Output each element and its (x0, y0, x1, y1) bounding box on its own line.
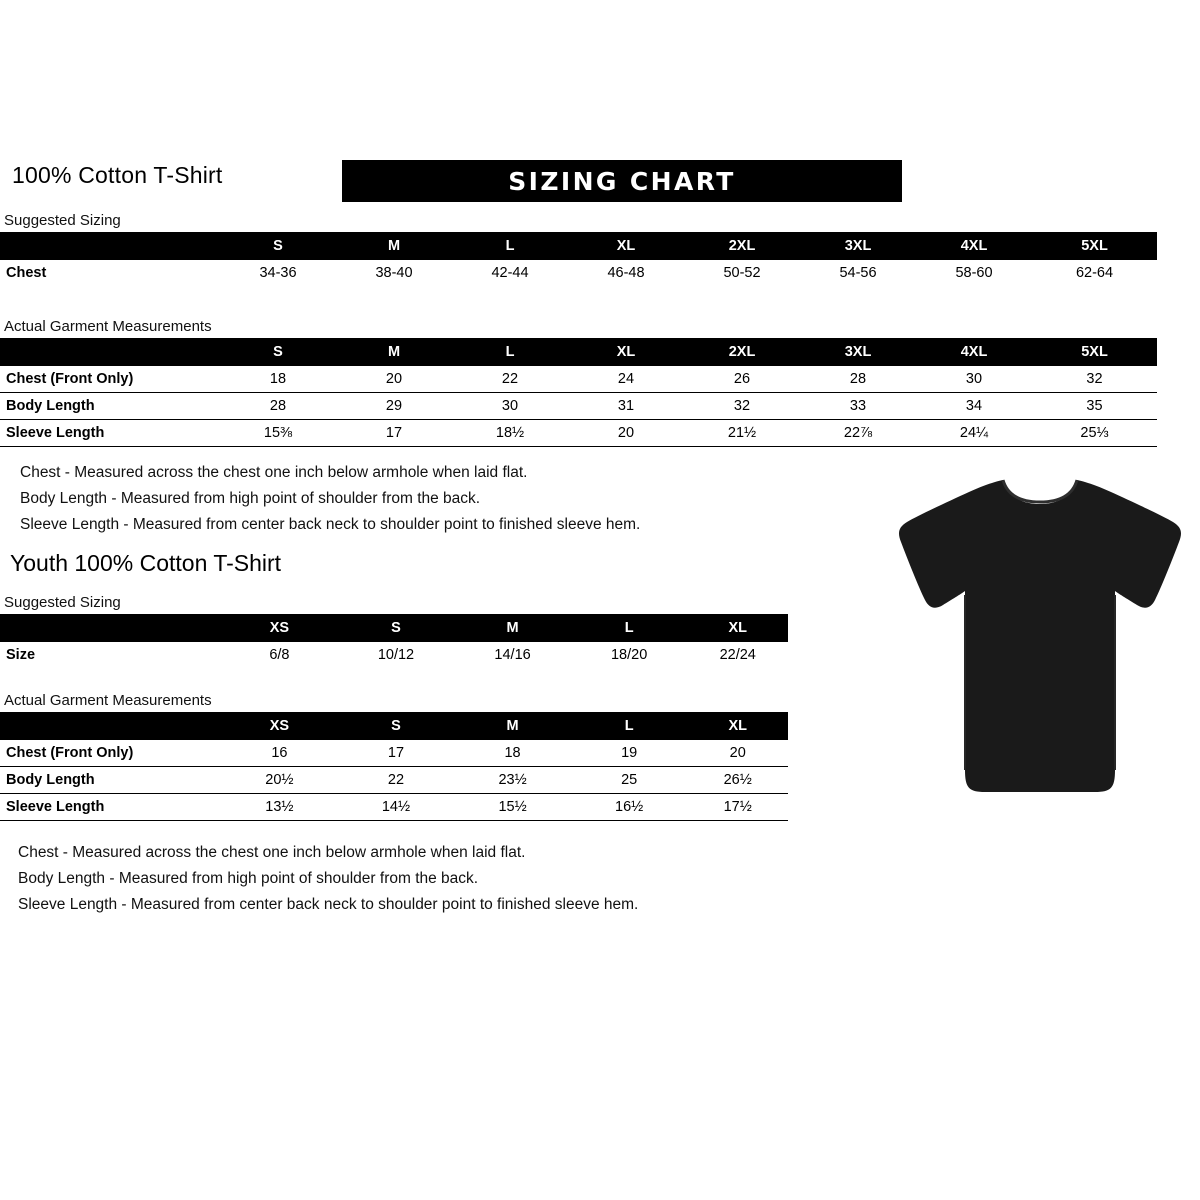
data-cell: 26½ (687, 767, 788, 794)
header-cell: XL (728, 620, 747, 636)
sizing-chart-banner (342, 160, 902, 202)
header-cell: M (387, 238, 401, 254)
adult-suggested-table (0, 232, 1157, 286)
row-label: Sleeve Length (0, 420, 220, 447)
data-cell: 18 (454, 740, 571, 767)
header-cell: M (387, 344, 401, 360)
data-cell: 28 (220, 393, 336, 420)
data-cell: 23½ (454, 767, 571, 794)
youth-suggested-label: Suggested Sizing (4, 594, 121, 611)
data-cell: 6/8 (269, 647, 290, 663)
data-cell: 18 (220, 366, 336, 393)
note-line: Chest - Measured across the chest one inch below armhole when laid flat. (20, 464, 528, 481)
data-cell: 18½ (452, 420, 568, 447)
data-cell: 10/12 (377, 647, 415, 663)
header-cell: 3XL (844, 238, 872, 254)
header-cell: XS (269, 620, 290, 636)
data-cell: 32 (684, 393, 800, 420)
data-cell: 54-56 (839, 265, 877, 281)
table-row (0, 642, 788, 668)
header-cell (0, 712, 221, 740)
data-cell: 46-48 (607, 265, 645, 281)
tshirt-icon (895, 470, 1185, 815)
row-label: Sleeve Length (0, 794, 221, 821)
header-cell: XL (728, 718, 747, 734)
data-cell: 30 (916, 366, 1032, 393)
table-row (0, 260, 1157, 286)
data-cell: 17 (336, 420, 452, 447)
header-cell: 3XL (844, 344, 872, 360)
header-cell: S (391, 718, 401, 734)
adult-measurements-table (0, 338, 1157, 447)
row-label: Body Length (0, 393, 220, 420)
data-cell: 20 (687, 740, 788, 767)
note-line: Body Length - Measured from high point of shoulder from the back. (20, 490, 481, 507)
data-cell: 22 (452, 366, 568, 393)
header-cell: M (506, 718, 519, 734)
header-cell: L (505, 238, 515, 254)
data-cell: 42-44 (491, 265, 529, 281)
data-cell: 21½ (684, 420, 800, 447)
data-cell: 14/16 (494, 647, 531, 663)
row-label: Chest (6, 265, 47, 281)
header-cell: XL (616, 238, 636, 254)
youth-section-title: Youth 100% Cotton T-Shirt (10, 550, 282, 576)
data-cell: 34-36 (259, 265, 297, 281)
data-cell: 25⅓ (1032, 420, 1157, 447)
data-cell: 31 (568, 393, 684, 420)
header-cell: S (273, 238, 283, 254)
data-cell: 32 (1032, 366, 1157, 393)
document-header (12, 160, 902, 204)
data-cell: 33 (800, 393, 916, 420)
adult-notes (20, 460, 640, 538)
data-cell: 18/20 (610, 647, 648, 663)
data-cell: 20 (336, 366, 452, 393)
youth-measurements-label: Actual Garment Measurements (4, 692, 212, 709)
table-row (0, 767, 788, 794)
adult-section-title: 100% Cotton T-Shirt (12, 162, 223, 188)
data-cell: 15½ (454, 794, 571, 821)
header-cell: 4XL (960, 344, 988, 360)
data-cell: 38-40 (375, 265, 413, 281)
data-cell: 24¼ (916, 420, 1032, 447)
row-label: Chest (Front Only) (0, 740, 221, 767)
data-cell: 17 (338, 740, 455, 767)
header-cell: 5XL (1081, 238, 1108, 254)
adult-suggested-label: Suggested Sizing (4, 212, 121, 229)
data-cell: 20½ (221, 767, 338, 794)
header-cell: XS (269, 718, 290, 734)
table-row (0, 740, 788, 767)
note-line: Chest - Measured across the chest one inch below armhole when laid flat. (18, 844, 526, 861)
header-cell: S (391, 620, 401, 636)
note-line: Sleeve Length - Measured from center back neck to shoulder point to finished sleeve hem. (20, 516, 641, 533)
data-cell: 25 (571, 767, 688, 794)
youth-notes (18, 840, 638, 918)
table-header-row (0, 712, 788, 740)
adult-measurements-label: Actual Garment Measurements (4, 318, 212, 335)
data-cell: 29 (336, 393, 452, 420)
table-header-row (0, 338, 1157, 366)
row-label: Chest (Front Only) (0, 366, 220, 393)
data-cell: 22 (338, 767, 455, 794)
data-cell: 35 (1032, 393, 1157, 420)
data-cell: 28 (800, 366, 916, 393)
header-cell (0, 614, 221, 642)
data-cell: 17½ (687, 794, 788, 821)
data-cell: 34 (916, 393, 1032, 420)
row-label: Body Length (0, 767, 221, 794)
note-line: Body Length - Measured from high point of shoulder from the back. (18, 870, 479, 887)
data-cell: 26 (684, 366, 800, 393)
youth-suggested-table (0, 614, 788, 668)
header-cell: 5XL (1081, 344, 1108, 360)
data-cell: 15⅜ (220, 420, 336, 447)
table-row (0, 366, 1157, 393)
data-cell: 16 (221, 740, 338, 767)
header-cell: M (506, 620, 519, 636)
row-label: Size (6, 647, 36, 663)
youth-measurements-table (0, 712, 788, 821)
table-row (0, 794, 788, 821)
data-cell: 50-52 (723, 265, 761, 281)
header-cell: L (624, 718, 634, 734)
sizing-chart-banner-label: SIZING CHART (508, 167, 736, 196)
table-row (0, 393, 1157, 420)
header-cell: L (624, 620, 634, 636)
data-cell: 22/24 (719, 647, 756, 663)
data-cell: 22⅞ (800, 420, 916, 447)
data-cell: 20 (568, 420, 684, 447)
table-header-row (0, 614, 788, 642)
header-cell: L (505, 344, 515, 360)
header-cell: 2XL (728, 344, 756, 360)
header-cell: 2XL (728, 238, 756, 254)
data-cell: 13½ (221, 794, 338, 821)
data-cell: 16½ (571, 794, 688, 821)
data-cell: 24 (568, 366, 684, 393)
data-cell: 30 (452, 393, 568, 420)
header-cell (0, 232, 220, 260)
data-cell: 58-60 (955, 265, 993, 281)
header-cell (0, 338, 220, 366)
table-header-row (0, 232, 1157, 260)
data-cell: 14½ (338, 794, 455, 821)
header-cell: 4XL (960, 238, 988, 254)
table-row (0, 420, 1157, 447)
data-cell: 62-64 (1075, 265, 1114, 281)
header-cell: XL (616, 344, 636, 360)
data-cell: 19 (571, 740, 688, 767)
note-line: Sleeve Length - Measured from center back neck to shoulder point to finished sleeve hem. (18, 896, 639, 913)
header-cell: S (273, 344, 283, 360)
